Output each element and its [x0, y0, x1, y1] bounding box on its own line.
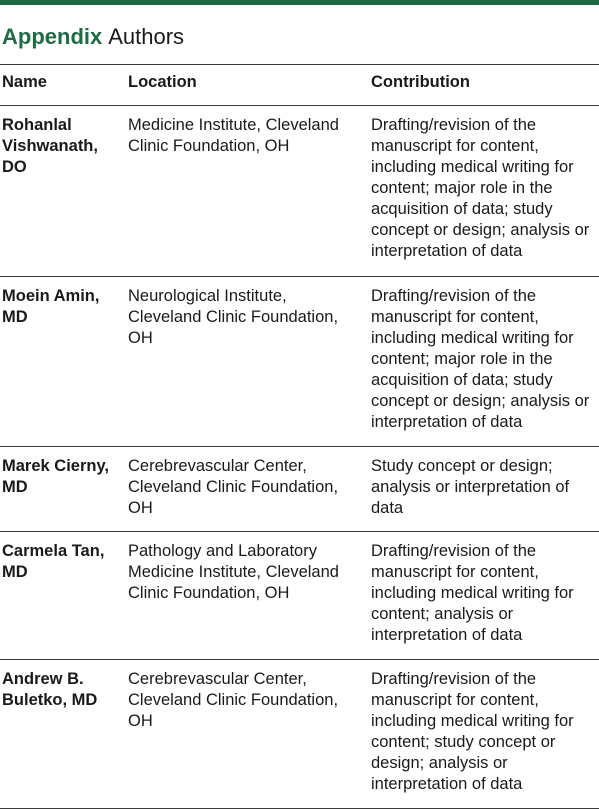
authors-table [0, 66, 599, 809]
table-row [0, 277, 599, 447]
table-row [0, 532, 599, 660]
author-contribution: Drafting/revision of the manuscript for content, including medical writing for content; study concept or design; analysis or interpretation of data [371, 670, 574, 793]
header-rule [0, 64, 599, 65]
table-title-label: Appendix [2, 24, 103, 49]
author-name: Moein Amin, MD [2, 287, 100, 326]
author-contribution: Study concept or design; analysis or interpretation of data [371, 457, 570, 517]
author-name: Rohanlal Vishwanath, DO [2, 116, 98, 176]
author-location: Cerebrevascular Center, Cleveland Clinic Foundation, OH [128, 457, 339, 517]
author-name: Andrew B. Buletko, MD [2, 670, 98, 709]
author-location: Neurological Institute, Cleveland Clinic Foundation, OH [128, 287, 339, 347]
author-name: Marek Cierny, MD [2, 457, 109, 496]
table-row [0, 447, 599, 532]
table-title [2, 22, 184, 52]
author-contribution: Drafting/revision of the manuscript for content, including medical writing for content; major role in the acquisition of data; study concept or design; analysis or interpretation of data [371, 116, 590, 260]
author-location: Medicine Institute, Cleveland Clinic Foundation, OH [128, 116, 339, 155]
author-location: Pathology and Laboratory Medicine Institute, Cleveland Clinic Foundation, OH [128, 542, 339, 602]
table-header-row [0, 66, 599, 106]
author-contribution: Drafting/revision of the manuscript for content, including medical writing for content; major role in the acquisition of data; study concept or design; analysis or interpretation of data [371, 287, 590, 431]
author-name: Carmela Tan, MD [2, 542, 105, 581]
table-title-text: Authors [108, 24, 185, 49]
column-header-location: Location [128, 73, 197, 91]
table-row [0, 106, 599, 277]
author-location: Cerebrevascular Center, Cleveland Clinic Foundation, OH [128, 670, 339, 730]
table-row [0, 660, 599, 809]
top-accent-bar [0, 0, 599, 5]
author-contribution: Drafting/revision of the manuscript for content, including medical writing for content; analysis or interpretation of data [371, 542, 574, 644]
column-header-name: Name [2, 73, 47, 91]
column-header-contribution: Contribution [371, 73, 470, 91]
